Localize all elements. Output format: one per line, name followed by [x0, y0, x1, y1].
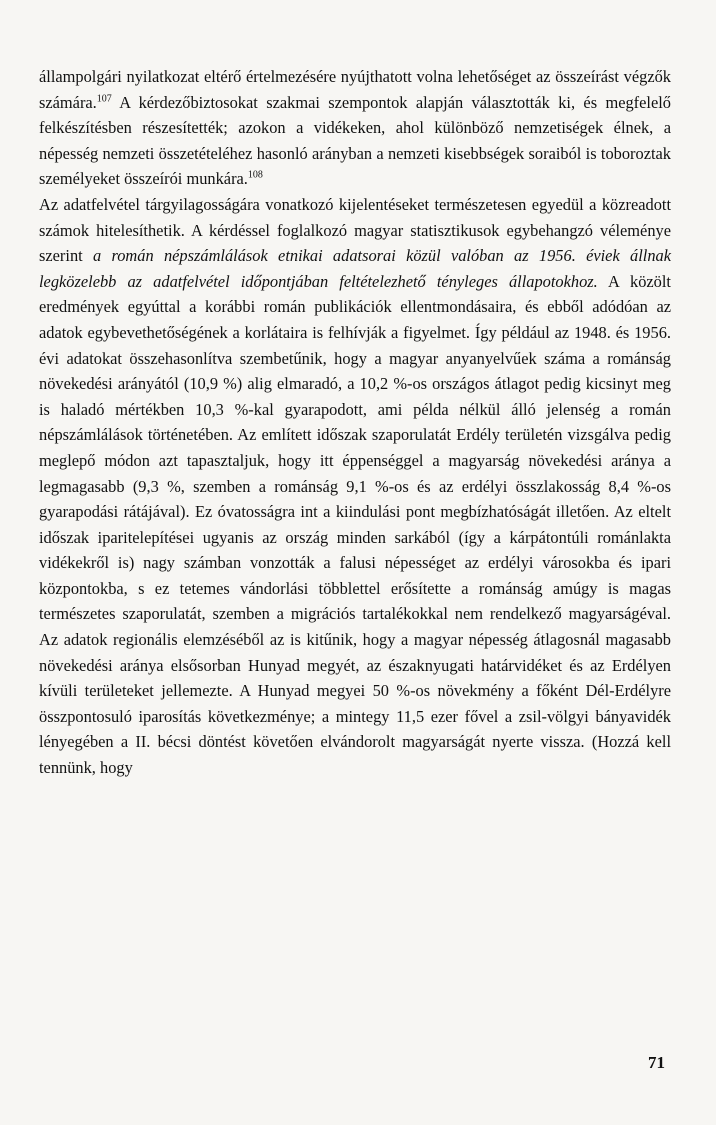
- footnote-marker-107: 107: [96, 93, 112, 105]
- paragraph-2-text-a: Az adatfelvétel tárgyilagosságára vonatkozó kijelentéseket természetesen egyedül a közreadott számok hitelesíthetik. A kérdéssel foglalkozó magyar statisztikusok egybehangzó véleménye szerint: [39, 194, 671, 266]
- page-number: 71: [648, 1053, 665, 1072]
- page-body: [39, 64, 671, 781]
- paragraph-1-text-b: A kérdezőbiztosokat szakmai szempontok alapján választották ki, és megfelelő felkészítésben részesítették; azokon a vidékeken, ahol különböző nemzetiségek élnek, a népesség nemzeti összetételéhez hasonló arányban a nemzeti kisebbségek soraiból is toboroztak személyeket összeírói munkára.: [39, 92, 671, 189]
- paragraph-1: [39, 64, 671, 192]
- paragraph-2-text-b: A közölt eredmények egyúttal a korábbi román publikációk ellentmondásaira, és ebből adódóan az adatok egybevethetőségének a korlátaira is felhívják a figyelmet. Így például az 1948. és 1956. évi adatokat összehasonlítva szembetűnik, hogy a magyar anyanyelvűek száma a románság növekedési arányától (10,9 %) alig elmaradó, a 10,2 %-os országos átlagot pedig kicsinyt meg is haladó mértékben 10,3 %-kal gyarapodott, ami példa nélkül álló jelenség a román népszámlálások történetében. Az említett időszak szaporulatát Erdély területén vizsgálva pedig meglepő módon azt tapasztaljuk, hogy itt éppenséggel a magyarság növekedési aránya a legmagasabb (9,3 %, szemben a románság 9,1 %-os és az erdélyi összlakosság 8,4 %-os gyarapodási rátájával). Ez óvatosságra int a kiindulási pont megbízhatóságát illetően. Az eltelt időszak iparitelepítései ugyanis az ország minden sarkából (így a kárpátontúli románlakta vidékekről is) nagy számban vonzották a falusi népességet az erdélyi városokba és ipari központokba, s ez tetemes vándorlási többlettel erősítette a románság amúgy is magas természetes szaporulatát, szemben a migrációs tartalékokkal nem rendelkező magyarságéval. Az adatok regionális elemzéséből az is kitűnik, hogy a magyar népesség átlagosnál magasabb növekedési aránya elsősorban Hunyad megyét, az északnyugati határvidéket és az Erdélyen kívüli területeket jellemezte. A Hunyad megyei 50 %-os növekmény a főként Dél-Erdélyre összpontosuló iparosítás következménye; a mintegy 11,5 ezer fővel a zsil-völgyi bányavidék lényegében a II. bécsi döntést követően elvándorolt magyarságát nyerte vissza. (Hozzá kell tennünk, hogy: [39, 271, 671, 778]
- paragraph-2-italic-quote: a román népszámlálások etnikai adatsorai közül valóban az 1956. éviek állnak legközelebb az adatfelvétel időpontjában feltételezhető tényleges állapotokhoz.: [39, 246, 671, 291]
- paragraph-1-text-a: állampolgári nyilatkozat eltérő értelmezésére nyújthatott volna lehetőséget az összeírást végzők számára.: [39, 67, 671, 112]
- paragraph-2: [39, 192, 671, 781]
- footnote-marker-108: 108: [247, 169, 263, 181]
